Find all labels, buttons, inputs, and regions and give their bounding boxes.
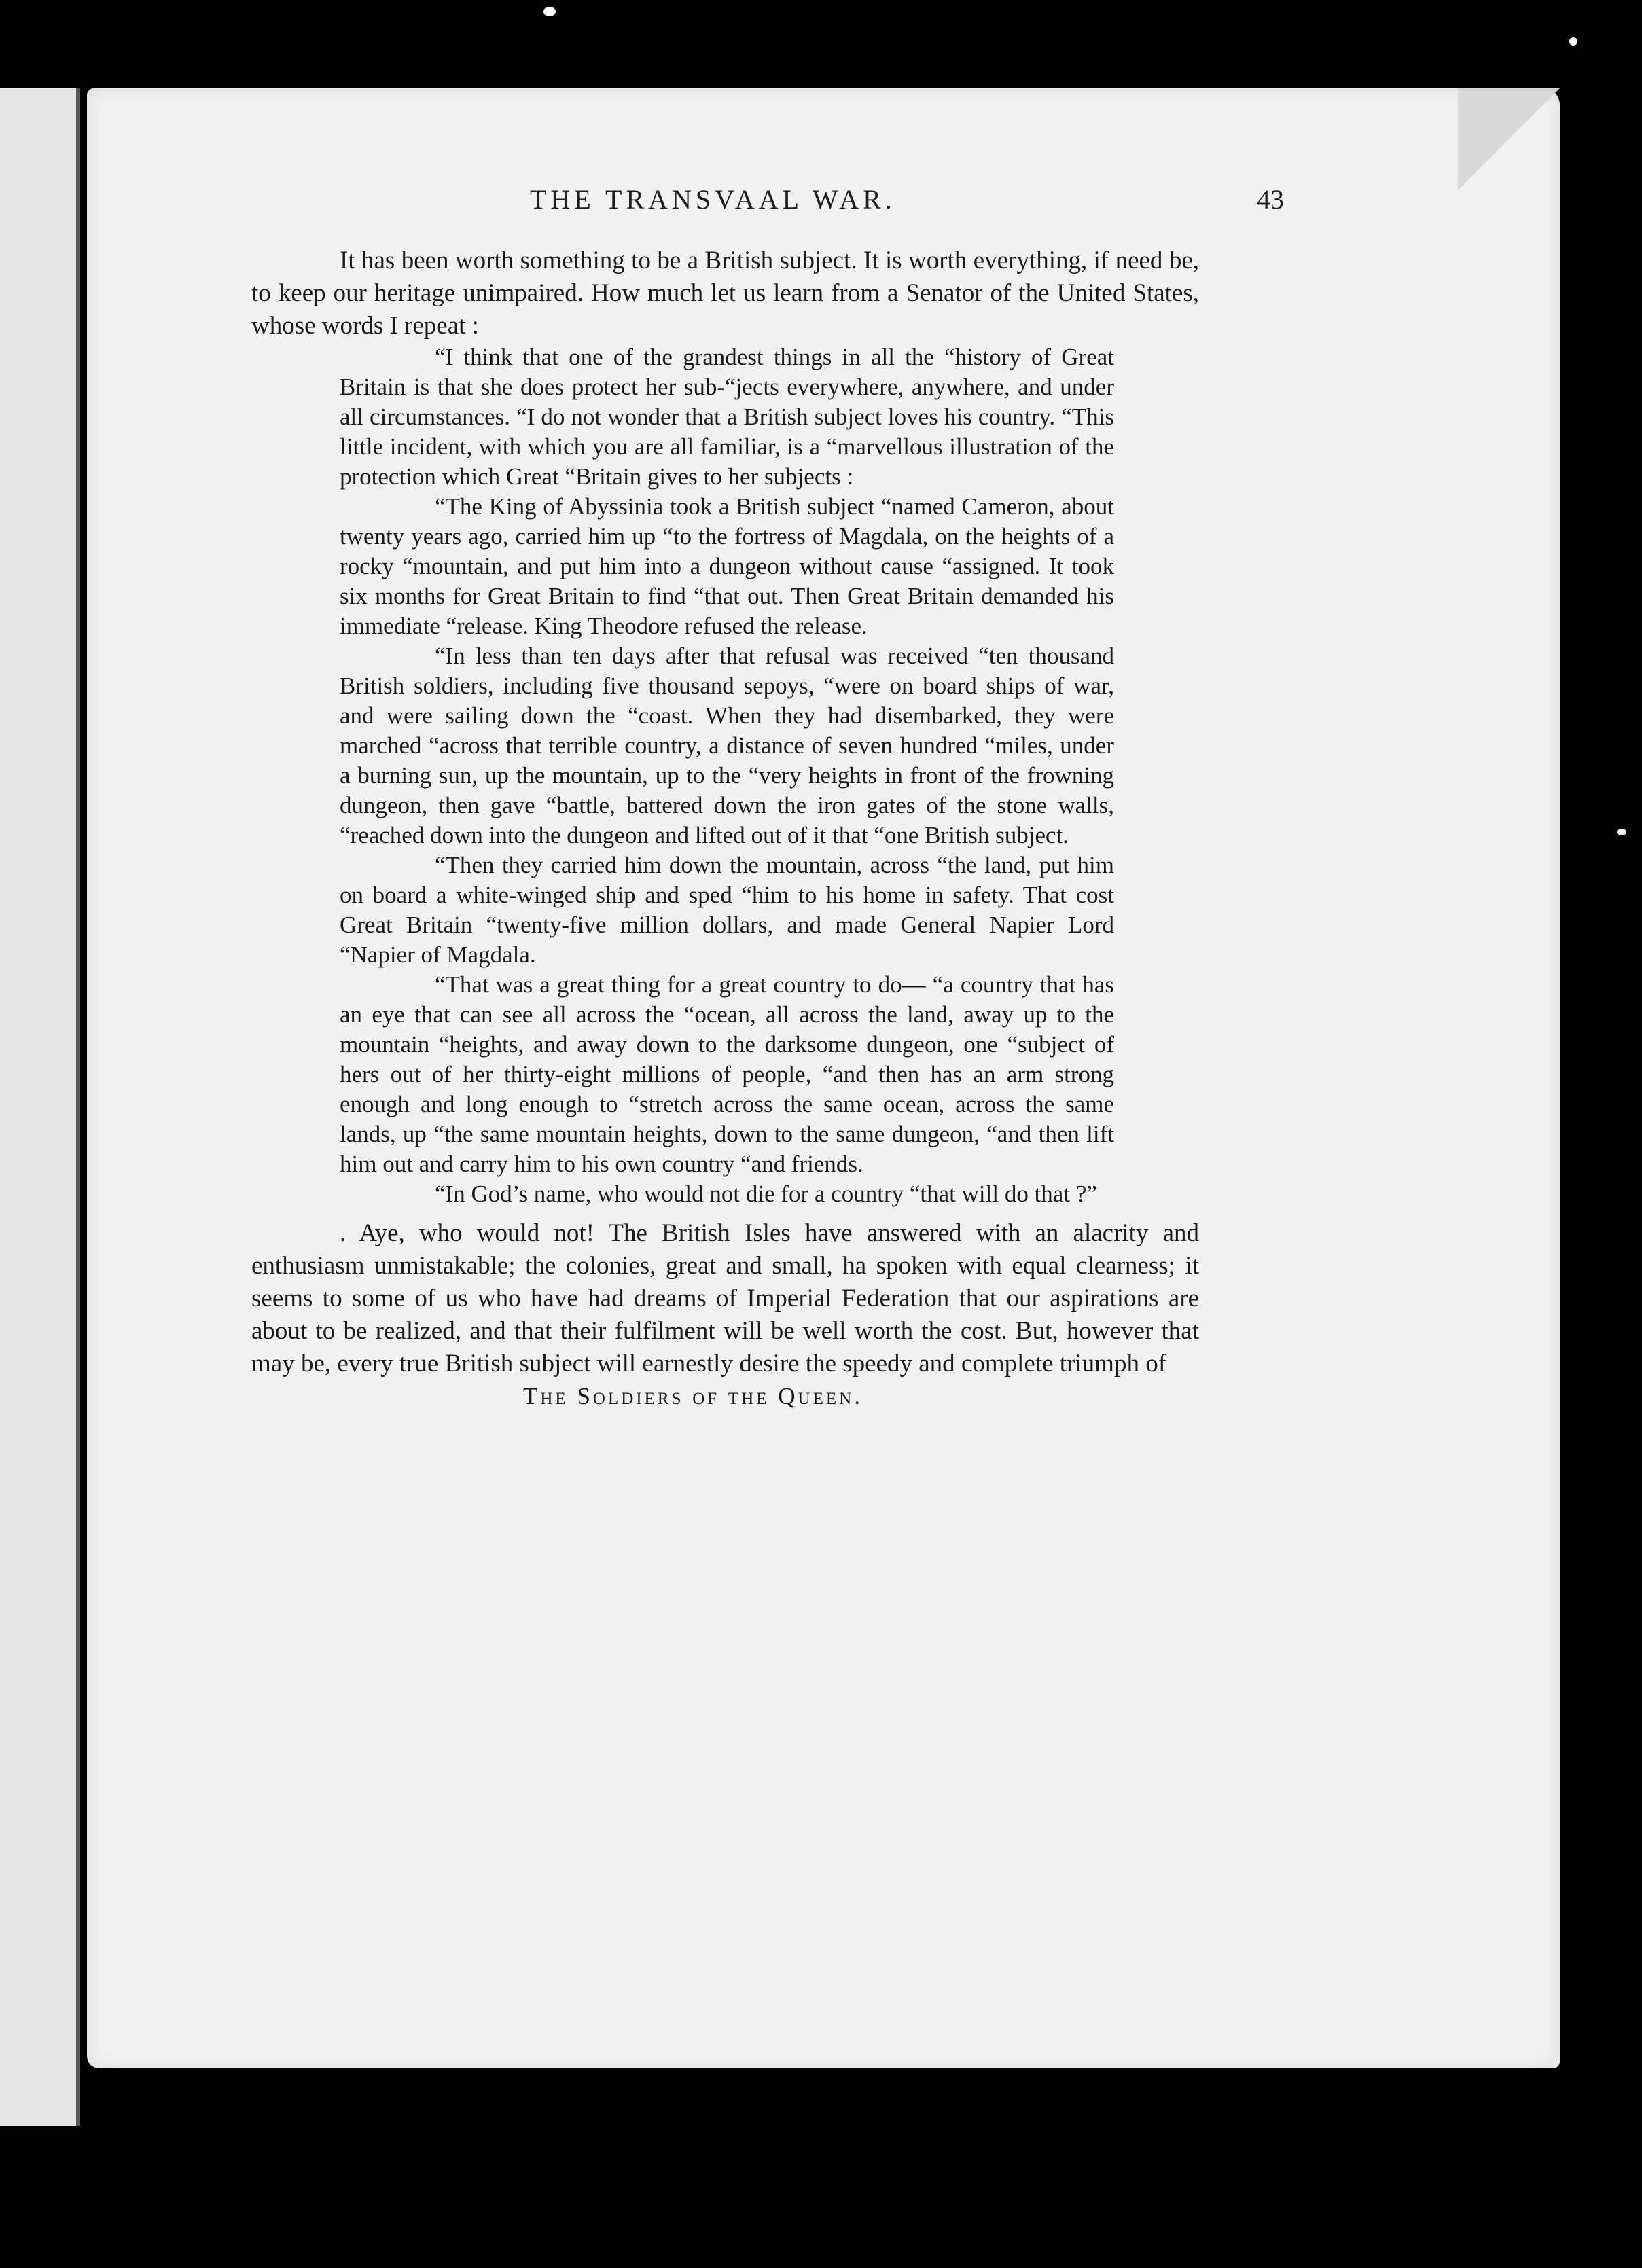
facing-page-edge — [0, 88, 80, 2126]
intro-paragraph: It has been worth something to be a British subject. It is worth everything, if need be, to keep our heritage unimpaired. How much let us learn from a Senator of the United States, whose words I repeat : — [251, 247, 1199, 340]
scan-speck — [1617, 829, 1626, 835]
quote-paragraph: “Then they carried him down the mountain, across “the land, put him on board a white-winged ship and sped “him to his home in safety. That cost Great Britain “twenty-five million dollars, and made General Napier Lord “Napier of Magdala. — [340, 852, 1114, 968]
page-body — [251, 245, 1199, 1410]
scan-speck — [1569, 37, 1577, 46]
quote-paragraph: “The King of Abyssinia took a British subject “named Cameron, about twenty years ago, carried him up “to the fortress of Magdala, on the heights of a rocky “mountain, and put him into a dungeon without cause “assigned. It took six months for Great Britain to find “that out. Then Great Britain demanded his immediate “release. King Theodore refused the release. — [340, 493, 1114, 639]
quote-paragraph: “That was a great thing for a great country to do— “a country that has an eye that can see all across the “ocean, all across the land, away up to the mountain “heights, and away down to the darksome dungeon, one “subject of hers out of her thirty-eight millions of people, “and then has an arm strong enough and long enough to “stretch across the same ocean, across the same lands, up “the same mountain heights, down to the same dungeon, “and then lift him out and carry him to his own country “and friends. — [340, 971, 1114, 1177]
running-title: THE TRANSVAAL WAR. — [530, 184, 896, 215]
quote-paragraph: “I think that one of the grandest things in all the “history of Great Britain is that she does protect her sub-“jects everywhere, anywhere, and under all circumstances. “I do not wonder that a British subject loves his country. “This little incident, with which you are all familiar, is a “marvellous illustration of the protection which Great “Britain gives to her subjects : — [340, 344, 1114, 490]
senator-quotation — [340, 342, 1114, 1209]
page-header — [530, 183, 1284, 224]
closing-paragraph: . Aye, who would not! The British Isles have answered with an alacrity and enthusiasm unmistakable; the colonies, great and small, ha spoken with equal clearness; it seems to some of us who have had dreams of Imperial Federation that our aspirations are about to be realized, and that their fulfilment will be well worth the cost. But, however that may be, every true British subject will earnestly desire the speedy and complete triumph of — [251, 1219, 1199, 1378]
scan-speck — [543, 7, 556, 16]
page-number: 43 — [1257, 184, 1284, 215]
quote-paragraph: “In God’s name, who would not die for a country “that will do that ?” — [435, 1181, 1097, 1207]
folded-corner — [1458, 88, 1560, 190]
closing-signature: The Soldiers of the Queen. — [523, 1383, 863, 1409]
quote-paragraph: “In less than ten days after that refusal was received “ten thousand British soldiers, including five thousand sepoys, “were on board ships of war, and were sailing down the “coast. When they had disembarked, they were marched “across that terrible country, a distance of seven hundred “miles, under a burning sun, up the mountain, up to the “very heights in front of the frowning dungeon, then gave “battle, battered down the iron gates of the stone walls, “reached down into the dungeon and lifted out of it that “one British subject. — [340, 643, 1114, 848]
